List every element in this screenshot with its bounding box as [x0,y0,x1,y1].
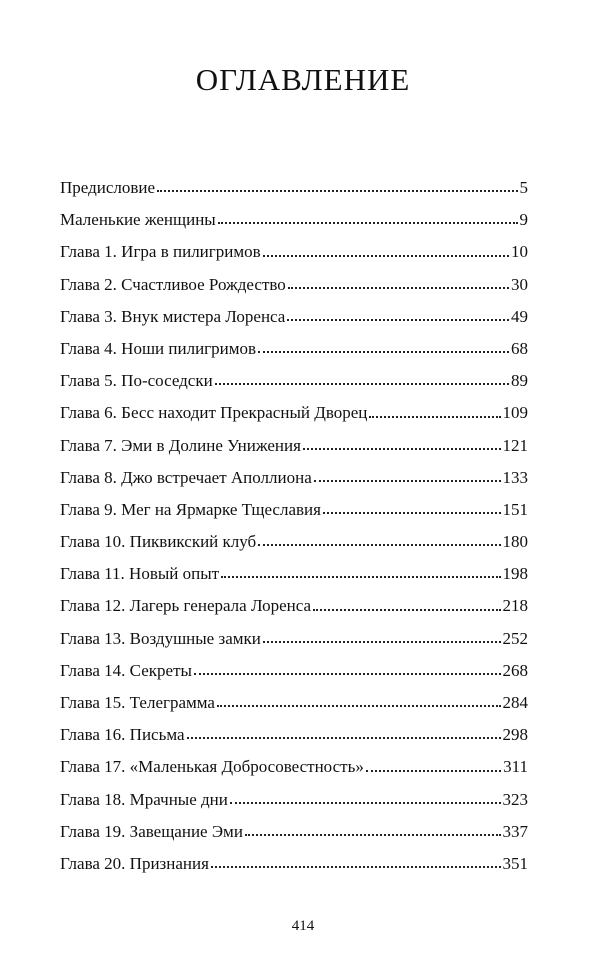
dot-leader [288,286,509,289]
toc-entry-title: Глава 10. Пиквикский клуб [60,532,257,552]
toc-entry-title: Глава 7. Эми в Долине Унижения [60,435,301,455]
toc-entry [60,462,528,494]
toc-entry-page: 268 [502,660,528,680]
page-title: ОГЛАВЛЕНИЕ [195,62,411,97]
dot-leader [323,511,501,514]
page-number: 414 [291,918,315,934]
toc-entry-page: 151 [502,499,528,519]
toc-entry-title: Глава 18. Мрачные дни [60,789,228,809]
dot-leader [157,189,517,192]
toc-entry-title: Глава 4. Ноши пилигримов [60,338,257,358]
toc-entry [60,848,528,880]
toc-entry-title: Глава 19. Завещание Эми [60,821,243,841]
toc-entry-title: Глава 14. Секреты [60,660,192,680]
toc-entry-page: 323 [502,789,528,809]
dot-leader [218,221,518,224]
toc-entry-page: 351 [502,853,528,873]
toc-entry [60,301,528,333]
toc-entry-page: 89 [511,371,528,391]
dot-leader [314,479,501,482]
toc-entry [60,236,528,268]
toc-entry-title: Глава 9. Мег на Ярмарке Тщеславия [60,499,321,519]
dot-leader [217,704,501,707]
toc-entry-title: Глава 17. «Маленькая Добросовестность» [60,757,364,777]
dot-leader [303,447,501,450]
toc-entry-page: 252 [502,628,528,648]
toc-entry [60,172,528,204]
toc-entry-page: 180 [502,532,528,552]
toc-entry [60,687,528,719]
toc-entry [60,526,528,558]
toc-entry-page: 10 [511,242,528,262]
dot-leader [258,543,500,546]
toc-entry [60,751,528,783]
toc-entry-title: Предисловие [60,178,156,197]
toc-entry-page: 198 [502,564,528,584]
toc-entry-title: Глава 5. По-соседски [60,371,213,391]
toc-entry-title: Глава 11. Новый опыт [60,564,220,584]
toc-entry [60,719,528,751]
dot-leader [263,640,501,643]
toc-entry-title: Глава 15. Телеграмма [60,693,215,712]
toc-entry-page: 337 [502,821,528,841]
toc-entry-title: Глава 16. Письма [60,725,185,745]
toc-entry-page: 49 [511,306,528,326]
toc-entry-page: 298 [502,725,528,745]
toc-entry-page: 9 [519,210,528,230]
dot-leader [221,575,500,578]
toc-entry [60,816,528,848]
dot-leader [369,415,500,418]
toc-entry-title: Маленькие женщины [60,210,216,230]
dot-leader [287,318,509,321]
table-of-contents [60,172,528,880]
toc-entry-title: Глава 13. Воздушные замки [60,628,261,648]
dot-leader [194,672,501,675]
toc-entry [60,365,528,397]
toc-entry-page: 218 [502,596,528,616]
toc-entry [60,269,528,301]
dot-leader [187,736,501,739]
dot-leader [313,608,500,611]
toc-entry-title: Глава 6. Бесс находит Прекрасный Дворец [60,403,368,423]
toc-entry-page: 109 [502,403,528,423]
toc-entry-title: Глава 1. Игра в пилигримов [60,242,261,262]
toc-entry [60,590,528,622]
toc-entry-page: 5 [519,178,528,197]
toc-entry [60,784,528,816]
toc-entry [60,623,528,655]
toc-entry-page: 284 [502,693,528,712]
toc-entry [60,494,528,526]
dot-leader [245,833,501,836]
toc-entry-title: Глава 12. Лагерь генерала Лоренса [60,596,312,616]
toc-entry-title: Глава 2. Счастливое Рождество [60,274,286,294]
toc-entry [60,558,528,590]
dot-leader [258,350,509,353]
dot-leader [230,801,501,804]
toc-entry [60,655,528,687]
toc-entry-page: 133 [502,467,528,487]
toc-entry [60,430,528,462]
toc-entry-page: 121 [502,435,528,455]
dot-leader [211,865,501,868]
toc-entry-title: Глава 8. Джо встречает Аполлиона [60,467,312,487]
toc-entry [60,397,528,429]
dot-leader [263,254,509,257]
toc-entry-page: 311 [503,757,528,777]
dot-leader [215,382,509,385]
toc-entry-title: Глава 3. Внук мистера Лоренса [60,306,286,326]
toc-entry-page: 30 [511,274,528,294]
toc-entry-page: 68 [511,338,528,358]
toc-entry [60,204,528,236]
dot-leader [366,769,501,772]
toc-entry [60,333,528,365]
toc-entry-title: Глава 20. Признания [60,853,209,873]
